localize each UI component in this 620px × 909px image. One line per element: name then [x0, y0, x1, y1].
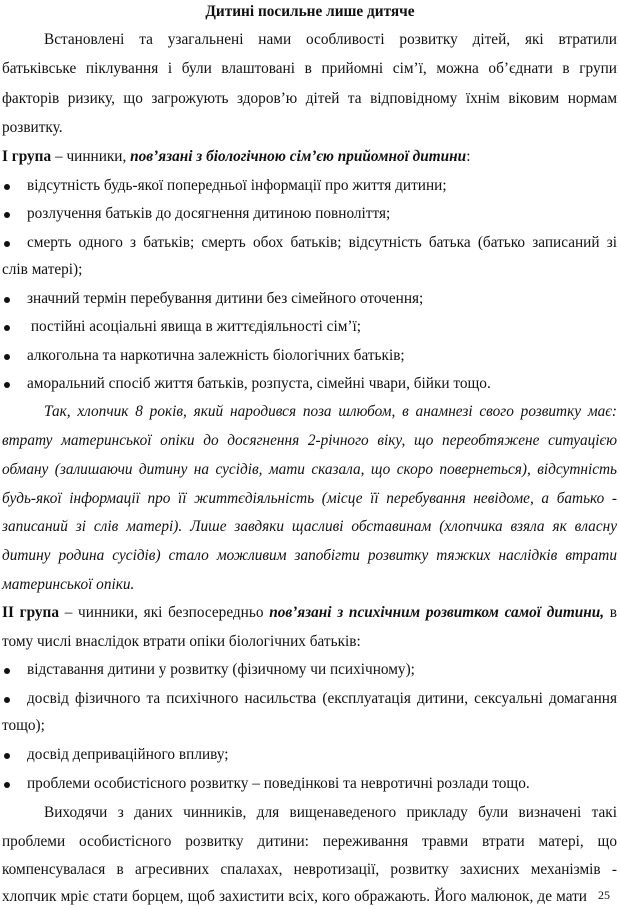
list-item-text: відсутність будь-якої попередньої інформації про життя дитини;	[27, 177, 447, 194]
group-2-line-2: тому числі внаслідок втрати опіки біологічних батьків:	[2, 633, 361, 650]
bullet-icon	[4, 184, 10, 190]
group-1-heading-text	[2, 144, 470, 170]
example-line-7: материнської опіки.	[2, 576, 135, 593]
bullet-icon	[4, 697, 10, 703]
bullet-icon	[4, 382, 10, 388]
example-line-6: дитину родина сусідів) стало можливим запобігти розвитку тяжких наслідків втрати	[2, 547, 617, 564]
list-item-text: смерть одного з батьків; смерть обох батьків; відсутність батька (батько записаний зі	[27, 234, 617, 251]
example-line-4: будь-якої інформації про її життєдіяльність (місце її перебування невідоме, а батько -	[2, 490, 617, 507]
list-item-text: тощо);	[2, 717, 45, 734]
final-line-3: компенсувалася в агресивних спалахах, невротизації, розвитку захисних механізмів -	[2, 861, 617, 878]
bullet-icon	[4, 241, 10, 247]
bullet-icon	[4, 782, 10, 788]
example-line	[0, 486, 620, 512]
list-item-text: слів матері);	[2, 261, 83, 278]
list-item-text: розлучення батьків до досягнення дитиною повноліття;	[27, 205, 391, 222]
paragraph-line	[0, 857, 620, 883]
list-item	[0, 343, 620, 369]
group-2-heading-text	[2, 600, 617, 626]
list-item	[0, 686, 620, 712]
list-item-text: відставання дитини у розвитку (фізичному чи психічному);	[27, 661, 415, 678]
intro-line-1: Встановлені та узагальнені нами особливості розвитку дітей, які втратили	[44, 31, 617, 48]
example-line	[0, 457, 620, 483]
paragraph-line	[0, 829, 620, 855]
bullet-icon	[4, 212, 10, 218]
list-item	[0, 173, 620, 199]
group-1-end: :	[466, 148, 471, 165]
example-line	[0, 514, 620, 540]
paragraph-line	[0, 56, 620, 82]
example-line-5: записаний зі слів матері). Лише завдяки щасливі обставинам (хлопчика взяла як власну	[2, 518, 617, 535]
paragraph-line	[0, 884, 620, 909]
intro-line-2: батьківське піклування і були влаштовані в прийомні сім’ї, можна об’єднати в групи	[2, 60, 617, 77]
list-item-text: проблеми особистісного розвитку – поведінкові та невротичні розлади тощо.	[27, 775, 530, 792]
intro-line-3: факторів ризику, що загрожують здоров’ю дітей та відповідному їхнім віковим нормам	[2, 90, 617, 107]
title-line	[0, 0, 620, 26]
final-line-4: хлопчик мріє стати борцем, щоб захистити всіх, кого ображають. Його малюнок, де мати	[2, 888, 587, 905]
paragraph-line	[0, 115, 620, 141]
final-line-1: Виходячи з даних чинників, для вищенаведеного прикладу були визначені такі	[44, 804, 617, 821]
example-line-1: Так, хлопчик 8 років, який народився поза шлюбом, в анамнезі свого розвитку має:	[44, 403, 617, 420]
final-line-2: проблеми особистісного розвитку дитини: переживання травми втрати матері, що	[2, 833, 617, 850]
group-2-end: в	[604, 604, 617, 621]
bullet-icon	[4, 297, 10, 303]
bullet-icon	[4, 325, 10, 331]
list-item	[0, 742, 620, 768]
list-item	[0, 314, 620, 340]
example-line-2: втрату материнської опіки до досягнення 2-річного віку, що переобтяжене ситуацією	[2, 432, 617, 449]
list-item	[0, 371, 620, 397]
paragraph-line	[0, 27, 620, 53]
group-2-emphasis: пов’язані з психічним розвитком самої дитини,	[269, 604, 605, 621]
list-item	[0, 771, 620, 797]
bullet-icon	[4, 354, 10, 360]
page-title: Дитині посильне лише дитяче	[205, 3, 415, 20]
group-2-label: ІІ група	[2, 604, 59, 621]
bullet-icon	[4, 668, 10, 674]
group-1-label: І група	[2, 148, 52, 165]
list-item	[0, 286, 620, 312]
list-item-text: досвід фізичного та психічного насильства (експлуатація дитини, сексуальні домагання	[27, 690, 617, 707]
list-item-text: значний термін перебування дитини без сімейного оточення;	[27, 290, 424, 307]
list-item-text: алкогольна та наркотична залежність біологічних батьків;	[27, 347, 405, 364]
group-1-dash: – чинники,	[51, 148, 131, 165]
list-item-continuation	[0, 257, 620, 283]
group-heading-1	[0, 144, 620, 170]
paragraph-line	[0, 86, 620, 112]
group-heading-2	[0, 600, 620, 626]
group-1-emphasis: пов’язані з біологічною сім’єю прийомної дитини	[130, 148, 467, 165]
example-line	[0, 572, 620, 598]
bullet-icon	[4, 753, 10, 759]
group-2-dash: – чинники, які безпосередньо	[58, 604, 270, 621]
example-line	[0, 543, 620, 569]
example-line	[0, 399, 620, 425]
example-line	[0, 428, 620, 454]
list-item	[0, 657, 620, 683]
page-number: 25	[598, 888, 610, 902]
example-line-3: обману (залишаючи дитину на сусідів, мати сказала, що скоро повернеться), відсутність	[2, 461, 617, 478]
list-item	[0, 201, 620, 227]
list-item-text: аморальний спосіб життя батьків, розпуста, сімейні чвари, бійки тощо.	[27, 375, 491, 392]
paragraph-line	[0, 800, 620, 826]
intro-line-4: розвитку.	[2, 119, 63, 136]
list-item-text: досвід деприваційного впливу;	[27, 746, 229, 763]
list-item	[0, 230, 620, 256]
list-item-continuation	[0, 713, 620, 739]
list-item-text: постійні асоціальні явища в життєдіяльності сім’ї;	[27, 318, 361, 335]
group-heading-2-continuation	[0, 629, 620, 655]
